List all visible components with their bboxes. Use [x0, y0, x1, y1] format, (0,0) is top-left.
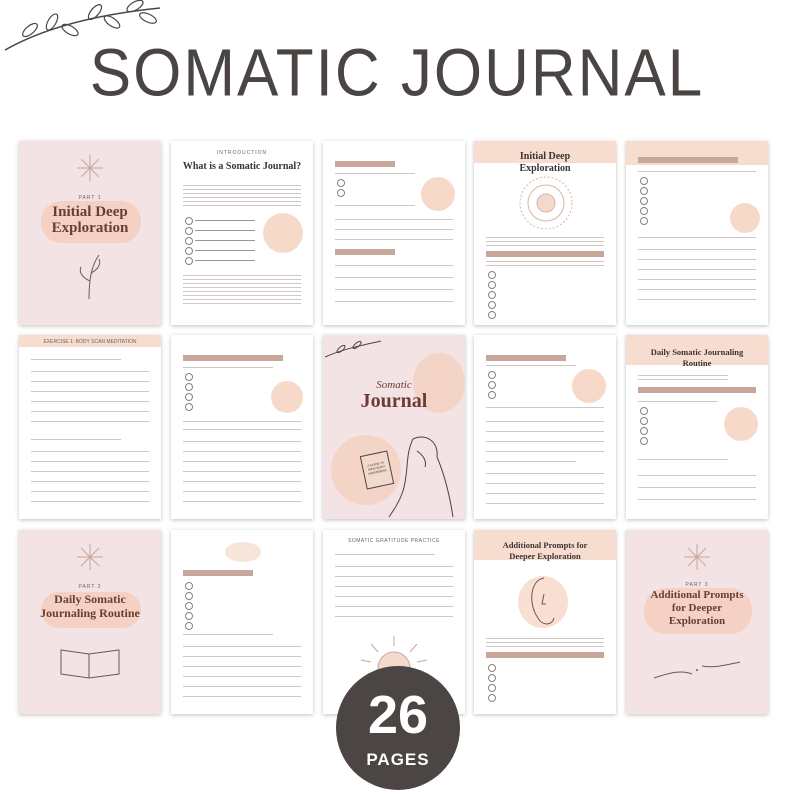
page-thumbnail-additional-prompts [474, 530, 616, 714]
main-title: SOMATIC JOURNAL [89, 36, 705, 111]
part-label: PART 3 [685, 582, 709, 588]
page-kicker: EXERCISE 1: BODY SCAN MEDITATION [43, 339, 137, 345]
journal-cover-thumbnail [323, 335, 465, 519]
part-title-line1: Initial Deep [52, 204, 128, 220]
page-title: What is a Somatic Journal? [182, 161, 302, 172]
part-label: PART 1 [78, 195, 102, 201]
page-thumbnail-part3-cover [626, 530, 768, 714]
leaf-branch-icon [323, 337, 383, 367]
page-thumbnail-prompts-3 [171, 335, 313, 519]
face-line-art-icon [524, 574, 564, 632]
part-title-line2: Exploration [51, 220, 129, 236]
sparkle-icon [75, 542, 105, 572]
plant-sprig-icon [69, 251, 109, 301]
part-title-line3: Exploration [668, 615, 726, 627]
page-kicker: SOMATIC GRATITUDE PRACTICE [348, 538, 440, 544]
page-title-line2: Routine [682, 358, 712, 368]
page-count-label: PAGES [366, 750, 430, 769]
rising-sun-icon [359, 634, 429, 670]
cover-script-title: Somatic [376, 379, 412, 391]
page-count-badge [336, 666, 460, 790]
part-label: PART 2 [78, 584, 102, 590]
cover-title: Journal [360, 390, 428, 412]
page-title-line2: Deeper Exploration [509, 551, 581, 561]
page-thumbnail-daily-routine [626, 335, 768, 519]
sparkle-icon [682, 542, 712, 572]
page-kicker: INTRODUCTION [216, 150, 268, 156]
page-thumbnail-prompts-4 [474, 335, 616, 519]
part-title-line2: Journaling Routine [40, 606, 140, 620]
page-title-line1: Initial Deep [519, 151, 571, 162]
page-title-line1: Additional Prompts for [502, 540, 588, 550]
part-title-line1: Additional Prompts [650, 589, 744, 601]
sun-mandala-icon [518, 175, 574, 231]
sparkle-icon [75, 153, 105, 183]
page-title-line1: Daily Somatic Journaling [650, 347, 744, 357]
part-title-line1: Daily Somatic [54, 592, 126, 606]
page-thumbnail-introduction [171, 141, 313, 325]
open-book-icon [59, 640, 121, 680]
page-thumbnail-prompts-5 [171, 530, 313, 714]
page-title-line2: Exploration [519, 163, 571, 174]
page-thumbnail-part2-cover [19, 530, 161, 714]
reaching-hands-icon [652, 648, 742, 692]
page-thumbnail-body-scan [19, 335, 161, 519]
page-thumbnail-prompts-1 [323, 141, 465, 325]
page-thumbnail-initial-deep-exploration [474, 141, 616, 325]
page-thumbnail-part1-cover [19, 141, 161, 325]
held-book: A GUIDE TO MIND-BODY AWARENESS [360, 450, 394, 489]
woman-reading-illustration [383, 431, 463, 519]
page-count-number: 26 [367, 685, 429, 745]
part-title-line2: for Deeper [671, 602, 723, 614]
page-thumbnail-prompts-2 [626, 141, 768, 325]
